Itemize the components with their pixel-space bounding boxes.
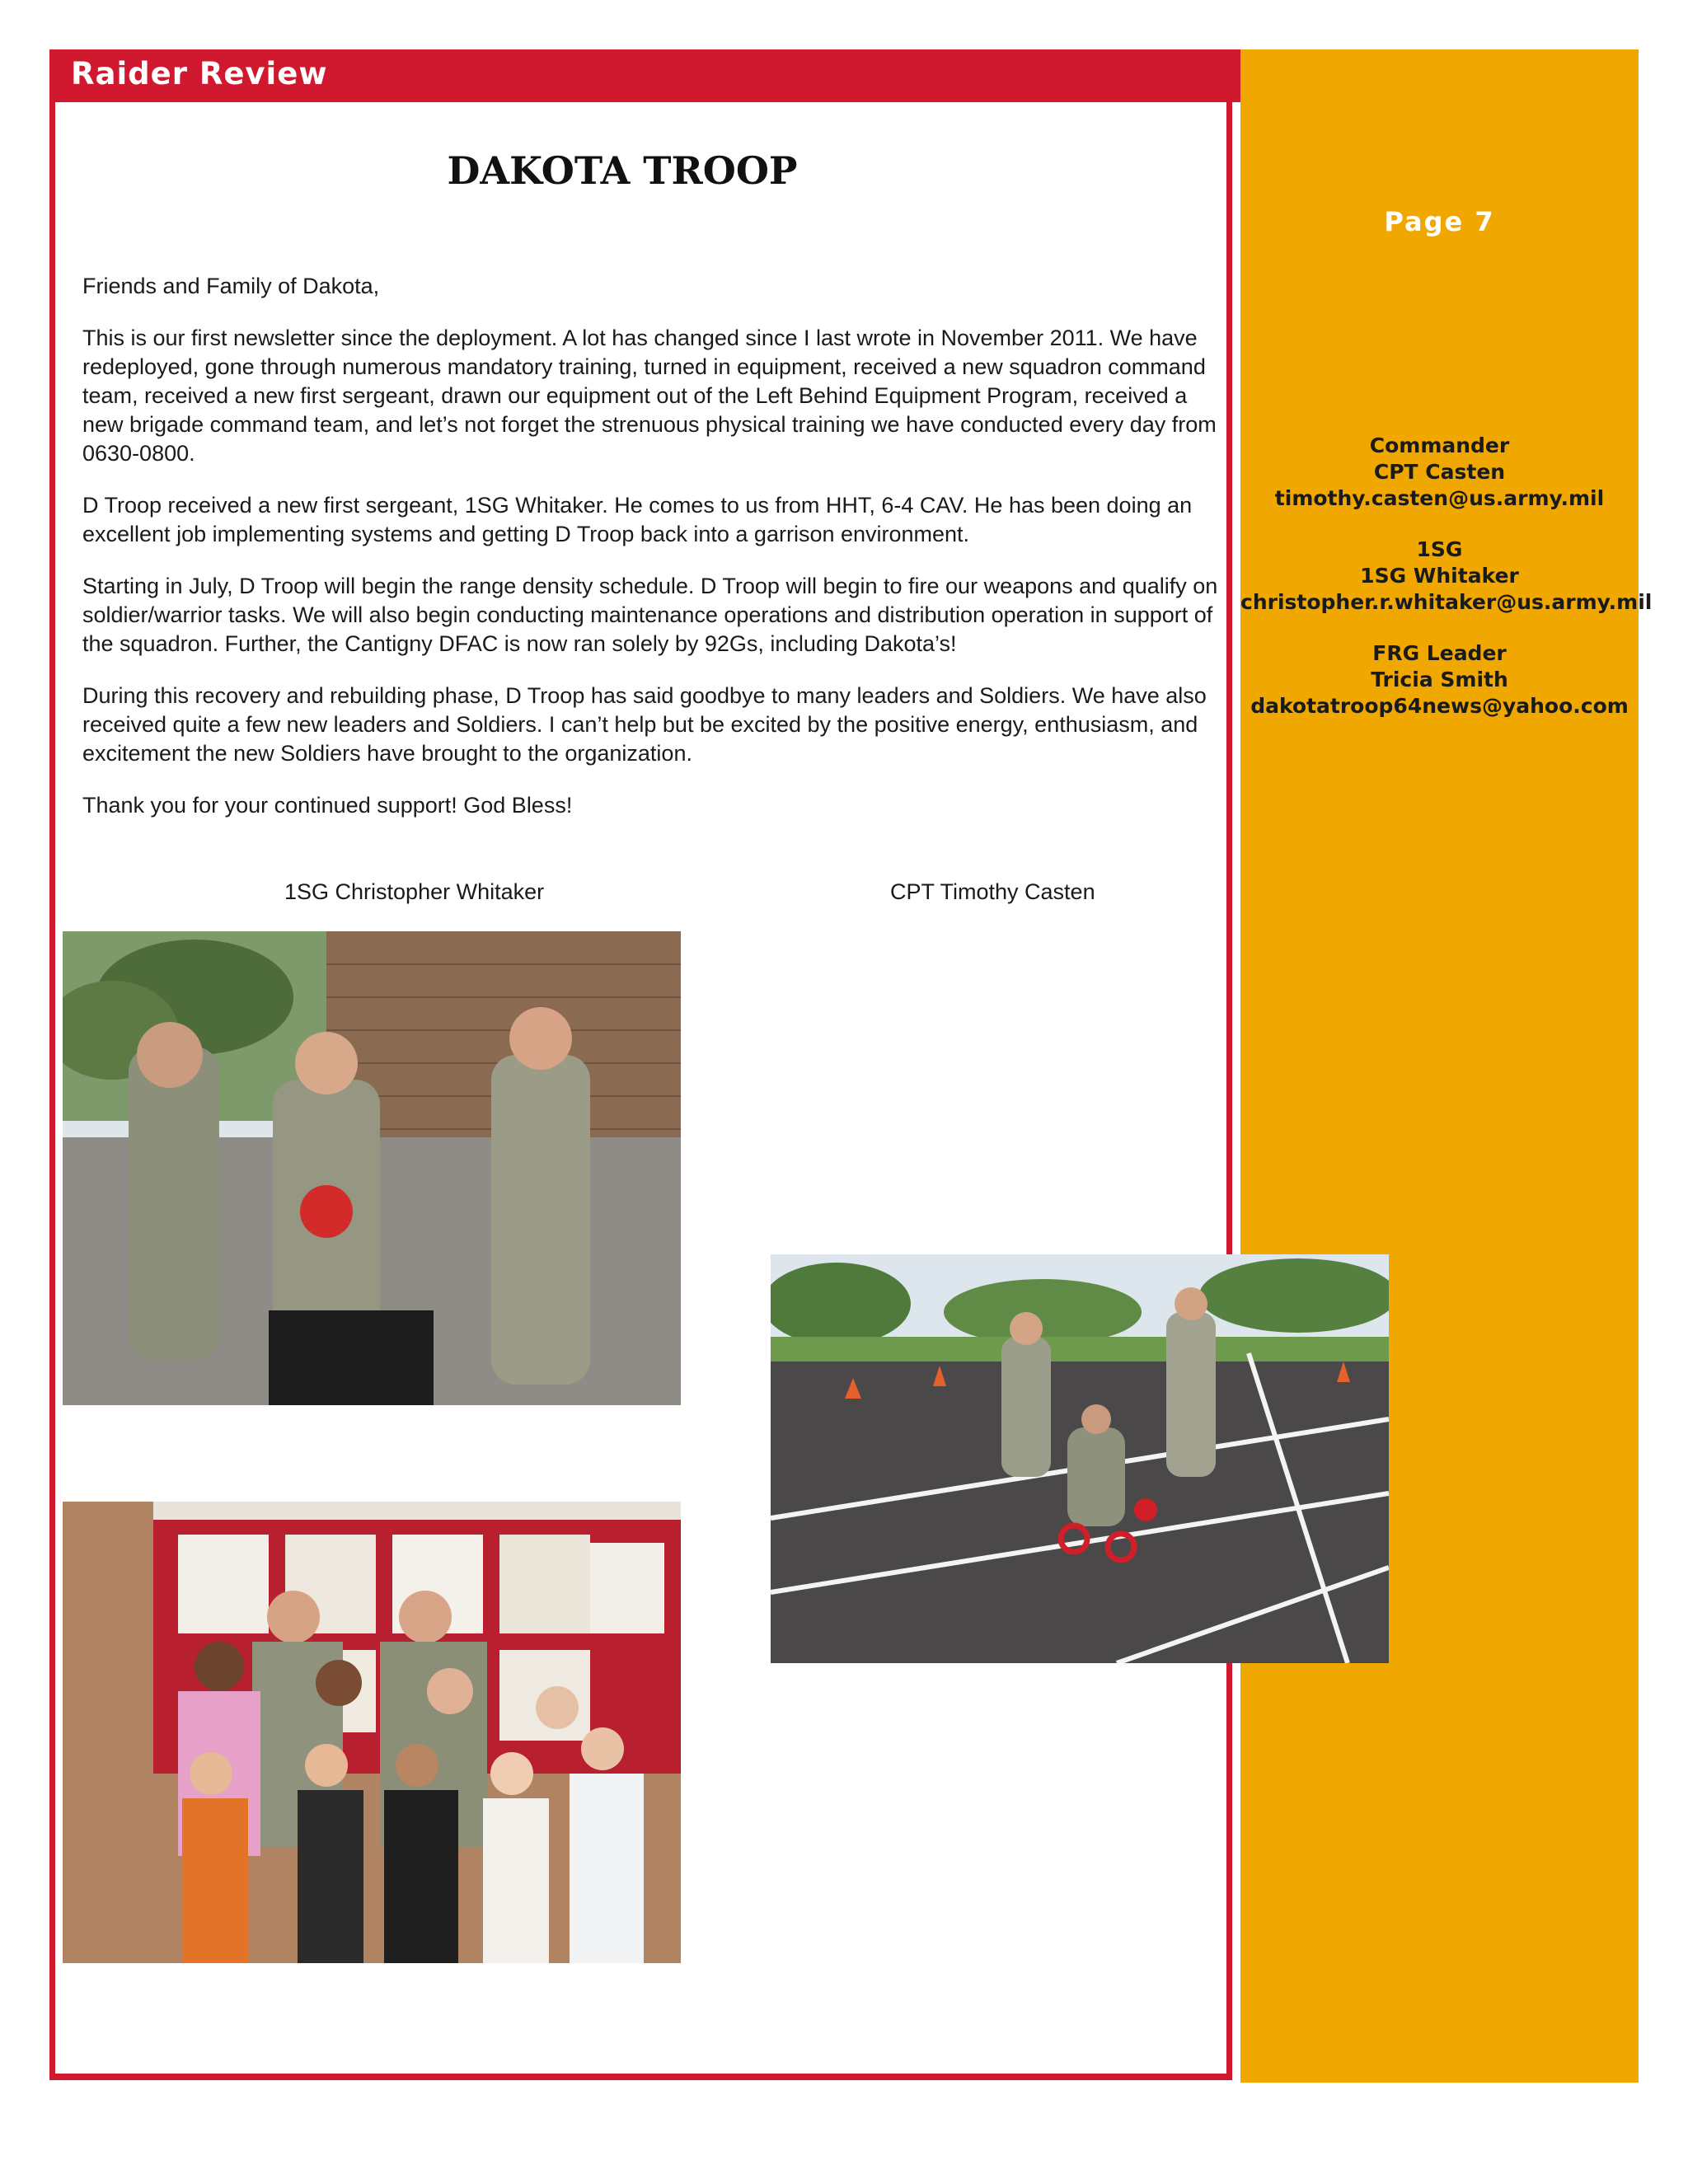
contact-name: Tricia Smith: [1371, 668, 1508, 691]
photo-soldiers-with-ball: [63, 931, 681, 1405]
page-number: Page 7: [1384, 206, 1495, 237]
signature-cpt: CPT Timothy Casten: [890, 879, 1095, 904]
contact-list: [1240, 433, 1653, 744]
contact-role: FRG Leader: [1372, 641, 1507, 665]
photo-soldiers-with-children: [63, 1502, 681, 1963]
signatures: [0, 879, 1236, 912]
sidebar: [1240, 49, 1653, 2083]
contact-name: CPT Casten: [1373, 460, 1506, 484]
paragraph: This is our first newsletter since the deployment. A lot has changed since I last wrote in November 2011. We have redeployed, gone through numerous mandatory training, turned in equipment, received a new squadron command team, received a new first sergeant, drawn our equipment out of the Left Behind Equipment Program, received a new brigade command team, and let’s not forget the strenuous physical training we have conducted every day from 0630-0800.: [82, 326, 1217, 466]
newsletter-title: Raider Review: [71, 56, 328, 91]
header-bar: [49, 49, 1240, 102]
article-title: DAKOTA TROOP: [447, 148, 798, 193]
contact-commander: [1240, 433, 1639, 512]
contact-email[interactable]: dakotatroop64news@yahoo.com: [1250, 694, 1629, 718]
closing: Thank you for your continued support! God Bless!: [82, 793, 573, 818]
signature-1sg: 1SG Christopher Whitaker: [284, 879, 545, 904]
photo-tricycle-race: [771, 1254, 1389, 1663]
contact-role: 1SG: [1416, 537, 1463, 561]
contact-first-sergeant: [1240, 537, 1653, 616]
contact-email[interactable]: timothy.casten@us.army.mil: [1274, 486, 1605, 510]
contact-name: 1SG Whitaker: [1360, 564, 1519, 588]
salutation: Friends and Family of Dakota,: [82, 274, 380, 298]
contact-role: Commander: [1369, 434, 1510, 457]
contact-frg-leader: [1240, 640, 1639, 719]
contact-email[interactable]: christopher.r.whitaker@us.army.mil: [1240, 590, 1653, 614]
paragraph: During this recovery and rebuilding phase, D Troop has said goodbye to many leaders and Soldiers. We have also received quite a few new leaders and Soldiers. I can’t help but be excited by the positive energy, enthusiasm, and excitement the new Soldiers have brought to the organization.: [82, 683, 1207, 766]
paragraph: D Troop received a new first sergeant, 1SG Whitaker. He comes to us from HHT, 6-4 CAV. He has been doing an excellent job implementing systems and getting D Troop back into a garrison environment.: [82, 493, 1193, 546]
paragraph: Starting in July, D Troop will begin the range density schedule. D Troop will begin to fire our weapons and qualify on soldier/warrior tasks. We will also begin conducting maintenance operations and distribution operation in support of the squadron. Further, the Cantigny DFAC is now ran solely by 92Gs, including Dakota’s!: [82, 574, 1218, 656]
letter-body: [82, 272, 1228, 843]
